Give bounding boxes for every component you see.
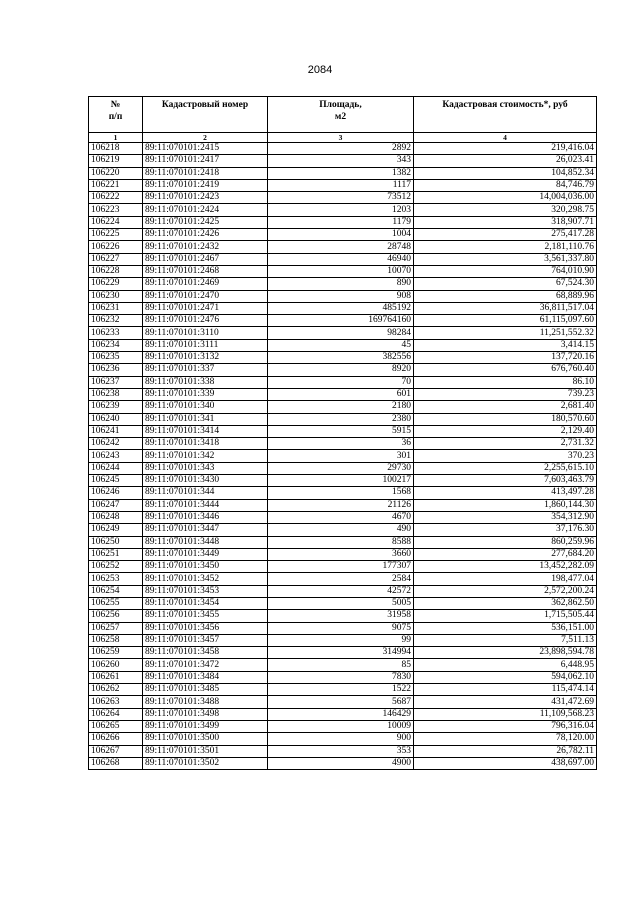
- cadastral-number-cell: 89:11:070101:3110: [143, 327, 268, 339]
- area-cell: 10070: [268, 265, 414, 277]
- row-number-cell: 106222: [89, 192, 143, 204]
- table-row: [89, 315, 597, 327]
- area-cell: 5005: [268, 597, 414, 609]
- area-cell: 3660: [268, 548, 414, 560]
- table-row: [89, 487, 597, 499]
- cadastral-number-cell: 89:11:070101:3488: [143, 696, 268, 708]
- table-row: [89, 561, 597, 573]
- row-number-cell: 106239: [89, 401, 143, 413]
- table-row: [89, 352, 597, 364]
- cadastral-value-cell: 86.10: [414, 376, 597, 388]
- area-cell: 73512: [268, 192, 414, 204]
- area-cell: 29730: [268, 462, 414, 474]
- table-row: [89, 499, 597, 511]
- header-area: [268, 97, 414, 133]
- cadastral-number-cell: 89:11:070101:2471: [143, 302, 268, 314]
- row-number-cell: 106248: [89, 511, 143, 523]
- area-cell: 485192: [268, 302, 414, 314]
- cadastral-value-cell: 362,862.50: [414, 597, 597, 609]
- area-cell: 36: [268, 438, 414, 450]
- row-number-cell: 106237: [89, 376, 143, 388]
- cadastral-value-cell: 320,298.75: [414, 204, 597, 216]
- table-row: [89, 339, 597, 351]
- area-cell: 4670: [268, 511, 414, 523]
- area-cell: 343: [268, 155, 414, 167]
- cadastral-value-cell: 2,731.32: [414, 438, 597, 450]
- header-row-number: [89, 97, 143, 133]
- cadastral-value-cell: 594,062.10: [414, 671, 597, 683]
- cadastral-value-cell: 68,889.96: [414, 290, 597, 302]
- row-number-cell: 106244: [89, 462, 143, 474]
- cadastral-value-cell: 219,416.04: [414, 143, 597, 155]
- cadastral-value-cell: 6,448.95: [414, 659, 597, 671]
- cadastral-value-cell: 137,720.16: [414, 352, 597, 364]
- cadastral-value-cell: 2,181,110.76: [414, 241, 597, 253]
- cadastral-number-cell: 89:11:070101:2468: [143, 265, 268, 277]
- table-row: [89, 659, 597, 671]
- row-number-cell: 106266: [89, 733, 143, 745]
- row-number-cell: 106250: [89, 536, 143, 548]
- page-number: 2084: [307, 64, 333, 76]
- area-cell: 301: [268, 450, 414, 462]
- cadastral-value-cell: 26,023.41: [414, 155, 597, 167]
- row-number-cell: 106252: [89, 561, 143, 573]
- row-number-cell: 106253: [89, 573, 143, 585]
- cadastral-value-cell: 277,684.20: [414, 548, 597, 560]
- table-row: [89, 524, 597, 536]
- area-cell: 21126: [268, 499, 414, 511]
- table-row: [89, 241, 597, 253]
- cadastral-number-cell: 89:11:070101:2415: [143, 143, 268, 155]
- area-cell: 490: [268, 524, 414, 536]
- cadastral-value-cell: 13,452,282.09: [414, 561, 597, 573]
- row-number-cell: 106225: [89, 229, 143, 241]
- table-row: [89, 155, 597, 167]
- table-row: [89, 376, 597, 388]
- cadastral-number-cell: 89:11:070101:3454: [143, 597, 268, 609]
- row-number-cell: 106224: [89, 216, 143, 228]
- table-row: [89, 265, 597, 277]
- table-row: [89, 462, 597, 474]
- row-number-cell: 106247: [89, 499, 143, 511]
- table-row: [89, 179, 597, 191]
- cadastral-number-cell: 89:11:070101:2426: [143, 229, 268, 241]
- cadastral-value-cell: 431,472.69: [414, 696, 597, 708]
- cadastral-table: [88, 96, 597, 770]
- table-row: [89, 192, 597, 204]
- area-cell: 2380: [268, 413, 414, 425]
- row-number-cell: 106233: [89, 327, 143, 339]
- row-number-cell: 106256: [89, 610, 143, 622]
- table-row: [89, 708, 597, 720]
- cadastral-number-cell: 89:11:070101:3452: [143, 573, 268, 585]
- row-number-cell: 106238: [89, 388, 143, 400]
- area-cell: 1522: [268, 684, 414, 696]
- cadastral-number-cell: 89:11:070101:3456: [143, 622, 268, 634]
- cadastral-value-cell: 61,115,097.60: [414, 315, 597, 327]
- row-number-cell: 106254: [89, 585, 143, 597]
- cadastral-value-cell: 739.23: [414, 388, 597, 400]
- area-cell: 146429: [268, 708, 414, 720]
- cadastral-number-cell: 89:11:070101:2423: [143, 192, 268, 204]
- table-row: [89, 204, 597, 216]
- table-row: [89, 720, 597, 732]
- row-number-cell: 106245: [89, 475, 143, 487]
- row-number-cell: 106243: [89, 450, 143, 462]
- cadastral-number-cell: 89:11:070101:2418: [143, 167, 268, 179]
- area-cell: 601: [268, 388, 414, 400]
- area-cell: 85: [268, 659, 414, 671]
- column-number: 4: [414, 133, 597, 143]
- row-number-cell: 106265: [89, 720, 143, 732]
- table-row: [89, 475, 597, 487]
- cadastral-value-cell: 3,414.15: [414, 339, 597, 351]
- area-cell: 45: [268, 339, 414, 351]
- cadastral-value-cell: 180,570.60: [414, 413, 597, 425]
- table-row: [89, 364, 597, 376]
- area-cell: 2180: [268, 401, 414, 413]
- area-cell: 9075: [268, 622, 414, 634]
- area-cell: 4900: [268, 757, 414, 769]
- cadastral-value-cell: 275,417.28: [414, 229, 597, 241]
- area-cell: 1382: [268, 167, 414, 179]
- cadastral-number-cell: 89:11:070101:338: [143, 376, 268, 388]
- cadastral-value-cell: 318,907.71: [414, 216, 597, 228]
- cadastral-number-cell: 89:11:070101:341: [143, 413, 268, 425]
- area-cell: 100217: [268, 475, 414, 487]
- cadastral-value-cell: 764,010.90: [414, 265, 597, 277]
- row-number-cell: 106267: [89, 745, 143, 757]
- column-number: 1: [89, 133, 143, 143]
- row-number-cell: 106260: [89, 659, 143, 671]
- row-number-cell: 106227: [89, 253, 143, 265]
- header-cadastral-value-text: Кадастровая стоимость*, руб: [442, 100, 568, 110]
- column-number: 2: [143, 133, 268, 143]
- table-row: [89, 450, 597, 462]
- cadastral-number-cell: 89:11:070101:3450: [143, 561, 268, 573]
- cadastral-value-cell: 198,477.04: [414, 573, 597, 585]
- cadastral-value-cell: 2,681.40: [414, 401, 597, 413]
- row-number-cell: 106264: [89, 708, 143, 720]
- cadastral-value-cell: 36,811,517.04: [414, 302, 597, 314]
- table-row: [89, 597, 597, 609]
- area-cell: 5915: [268, 425, 414, 437]
- header-cadastral-number-text: Кадастровый номер: [161, 100, 249, 110]
- cadastral-value-cell: 536,151.00: [414, 622, 597, 634]
- area-cell: 314994: [268, 647, 414, 659]
- table-row: [89, 278, 597, 290]
- row-number-cell: 106220: [89, 167, 143, 179]
- cadastral-number-cell: 89:11:070101:2432: [143, 241, 268, 253]
- cadastral-value-cell: 11,251,552.32: [414, 327, 597, 339]
- cadastral-number-cell: 89:11:070101:3458: [143, 647, 268, 659]
- table-row: [89, 253, 597, 265]
- cadastral-value-cell: 115,474.14: [414, 684, 597, 696]
- cadastral-number-cell: 89:11:070101:3414: [143, 425, 268, 437]
- cadastral-number-cell: 89:11:070101:2467: [143, 253, 268, 265]
- cadastral-number-cell: 89:11:070101:3132: [143, 352, 268, 364]
- table-row: [89, 438, 597, 450]
- table-row: [89, 511, 597, 523]
- row-number-cell: 106235: [89, 352, 143, 364]
- cadastral-number-cell: 89:11:070101:3502: [143, 757, 268, 769]
- cadastral-number-cell: 89:11:070101:340: [143, 401, 268, 413]
- table-row: [89, 302, 597, 314]
- area-cell: 1117: [268, 179, 414, 191]
- header-area-text: Площадь, м2: [319, 100, 362, 122]
- cadastral-number-cell: 89:11:070101:2470: [143, 290, 268, 302]
- cadastral-number-cell: 89:11:070101:343: [143, 462, 268, 474]
- area-cell: 8588: [268, 536, 414, 548]
- cadastral-value-cell: 1,715,505.44: [414, 610, 597, 622]
- row-number-cell: 106261: [89, 671, 143, 683]
- area-cell: 177307: [268, 561, 414, 573]
- area-cell: 353: [268, 745, 414, 757]
- table-row: [89, 634, 597, 646]
- column-number-row: [89, 133, 597, 143]
- cadastral-number-cell: 89:11:070101:3453: [143, 585, 268, 597]
- row-number-cell: 106231: [89, 302, 143, 314]
- cadastral-number-cell: 89:11:070101:3472: [143, 659, 268, 671]
- row-number-cell: 106232: [89, 315, 143, 327]
- row-number-cell: 106234: [89, 339, 143, 351]
- cadastral-value-cell: 438,697.00: [414, 757, 597, 769]
- row-number-cell: 106246: [89, 487, 143, 499]
- table-row: [89, 671, 597, 683]
- cadastral-value-cell: 370.23: [414, 450, 597, 462]
- cadastral-number-cell: 89:11:070101:3447: [143, 524, 268, 536]
- cadastral-value-cell: 26,782.11: [414, 745, 597, 757]
- cadastral-number-cell: 89:11:070101:3501: [143, 745, 268, 757]
- table-row: [89, 610, 597, 622]
- cadastral-value-cell: 67,524.30: [414, 278, 597, 290]
- area-cell: 1568: [268, 487, 414, 499]
- row-number-cell: 106242: [89, 438, 143, 450]
- row-number-cell: 106218: [89, 143, 143, 155]
- cadastral-number-cell: 89:11:070101:3485: [143, 684, 268, 696]
- area-cell: 908: [268, 290, 414, 302]
- header-cadastral-value: [414, 97, 597, 133]
- row-number-cell: 106236: [89, 364, 143, 376]
- cadastral-value-cell: 78,120.00: [414, 733, 597, 745]
- table-row: [89, 229, 597, 241]
- column-number: 3: [268, 133, 414, 143]
- table-row: [89, 143, 597, 155]
- cadastral-value-cell: 413,497.28: [414, 487, 597, 499]
- cadastral-number-cell: 89:11:070101:2476: [143, 315, 268, 327]
- area-cell: 1203: [268, 204, 414, 216]
- header-row: [89, 97, 597, 133]
- row-number-cell: 106259: [89, 647, 143, 659]
- cadastral-number-cell: 89:11:070101:2425: [143, 216, 268, 228]
- area-cell: 10009: [268, 720, 414, 732]
- area-cell: 382556: [268, 352, 414, 364]
- row-number-cell: 106263: [89, 696, 143, 708]
- table-row: [89, 573, 597, 585]
- area-cell: 42572: [268, 585, 414, 597]
- table-row: [89, 585, 597, 597]
- cadastral-value-cell: 23,898,594.78: [414, 647, 597, 659]
- row-number-cell: 106255: [89, 597, 143, 609]
- row-number-cell: 106229: [89, 278, 143, 290]
- area-cell: 2584: [268, 573, 414, 585]
- row-number-cell: 106226: [89, 241, 143, 253]
- row-number-cell: 106223: [89, 204, 143, 216]
- row-number-cell: 106249: [89, 524, 143, 536]
- row-number-cell: 106258: [89, 634, 143, 646]
- area-cell: 5687: [268, 696, 414, 708]
- area-cell: 8920: [268, 364, 414, 376]
- cadastral-number-cell: 89:11:070101:3446: [143, 511, 268, 523]
- area-cell: 1004: [268, 229, 414, 241]
- table-row: [89, 167, 597, 179]
- table-row: [89, 696, 597, 708]
- cadastral-value-cell: 3,561,337.80: [414, 253, 597, 265]
- table-body: [89, 143, 597, 770]
- area-cell: 46940: [268, 253, 414, 265]
- table-row: [89, 622, 597, 634]
- table-row: [89, 216, 597, 228]
- row-number-cell: 106240: [89, 413, 143, 425]
- row-number-cell: 106219: [89, 155, 143, 167]
- cadastral-number-cell: 89:11:070101:3498: [143, 708, 268, 720]
- cadastral-number-cell: 89:11:070101:2424: [143, 204, 268, 216]
- row-number-cell: 106228: [89, 265, 143, 277]
- row-number-cell: 106268: [89, 757, 143, 769]
- cadastral-value-cell: 2,572,200.24: [414, 585, 597, 597]
- cadastral-value-cell: 2,255,615.10: [414, 462, 597, 474]
- table-row: [89, 425, 597, 437]
- cadastral-value-cell: 796,316.04: [414, 720, 597, 732]
- cadastral-number-cell: 89:11:070101:3500: [143, 733, 268, 745]
- cadastral-number-cell: 89:11:070101:3430: [143, 475, 268, 487]
- cadastral-value-cell: 14,004,036.00: [414, 192, 597, 204]
- cadastral-number-cell: 89:11:070101:3449: [143, 548, 268, 560]
- cadastral-number-cell: 89:11:070101:3457: [143, 634, 268, 646]
- table-row: [89, 388, 597, 400]
- cadastral-number-cell: 89:11:070101:337: [143, 364, 268, 376]
- table-row: [89, 413, 597, 425]
- area-cell: 7830: [268, 671, 414, 683]
- area-cell: 70: [268, 376, 414, 388]
- cadastral-number-cell: 89:11:070101:2419: [143, 179, 268, 191]
- table-row: [89, 684, 597, 696]
- cadastral-number-cell: 89:11:070101:3499: [143, 720, 268, 732]
- area-cell: 890: [268, 278, 414, 290]
- cadastral-number-cell: 89:11:070101:3455: [143, 610, 268, 622]
- area-cell: 2892: [268, 143, 414, 155]
- cadastral-number-cell: 89:11:070101:342: [143, 450, 268, 462]
- cadastral-number-cell: 89:11:070101:3111: [143, 339, 268, 351]
- row-number-cell: 106257: [89, 622, 143, 634]
- table-row: [89, 733, 597, 745]
- cadastral-value-cell: 7,511.13: [414, 634, 597, 646]
- cadastral-number-cell: 89:11:070101:344: [143, 487, 268, 499]
- row-number-cell: 106241: [89, 425, 143, 437]
- row-number-cell: 106221: [89, 179, 143, 191]
- header-row-number-text: № п/п: [108, 100, 123, 122]
- cadastral-value-cell: 7,603,463.79: [414, 475, 597, 487]
- header-cadastral-number: [143, 97, 268, 133]
- area-cell: 169764160: [268, 315, 414, 327]
- cadastral-number-cell: 89:11:070101:3484: [143, 671, 268, 683]
- cadastral-value-cell: 104,852.34: [414, 167, 597, 179]
- cadastral-number-cell: 89:11:070101:2417: [143, 155, 268, 167]
- area-cell: 98284: [268, 327, 414, 339]
- row-number-cell: 106262: [89, 684, 143, 696]
- cadastral-value-cell: 354,312.90: [414, 511, 597, 523]
- area-cell: 99: [268, 634, 414, 646]
- cadastral-value-cell: 2,129.40: [414, 425, 597, 437]
- area-cell: 900: [268, 733, 414, 745]
- table-row: [89, 401, 597, 413]
- table-row: [89, 327, 597, 339]
- table-row: [89, 647, 597, 659]
- cadastral-number-cell: 89:11:070101:339: [143, 388, 268, 400]
- cadastral-value-cell: 11,109,568.23: [414, 708, 597, 720]
- table-row: [89, 290, 597, 302]
- table-row: [89, 536, 597, 548]
- cadastral-value-cell: 84,746.79: [414, 179, 597, 191]
- table-row: [89, 548, 597, 560]
- area-cell: 31958: [268, 610, 414, 622]
- cadastral-number-cell: 89:11:070101:3444: [143, 499, 268, 511]
- cadastral-value-cell: 676,760.40: [414, 364, 597, 376]
- cadastral-number-cell: 89:11:070101:3448: [143, 536, 268, 548]
- cadastral-value-cell: 1,860,144.30: [414, 499, 597, 511]
- cadastral-value-cell: 860,259.96: [414, 536, 597, 548]
- row-number-cell: 106251: [89, 548, 143, 560]
- cadastral-number-cell: 89:11:070101:2469: [143, 278, 268, 290]
- table-row: [89, 745, 597, 757]
- table-row: [89, 757, 597, 769]
- area-cell: 1179: [268, 216, 414, 228]
- area-cell: 28748: [268, 241, 414, 253]
- cadastral-value-cell: 37,176.30: [414, 524, 597, 536]
- row-number-cell: 106230: [89, 290, 143, 302]
- cadastral-number-cell: 89:11:070101:3418: [143, 438, 268, 450]
